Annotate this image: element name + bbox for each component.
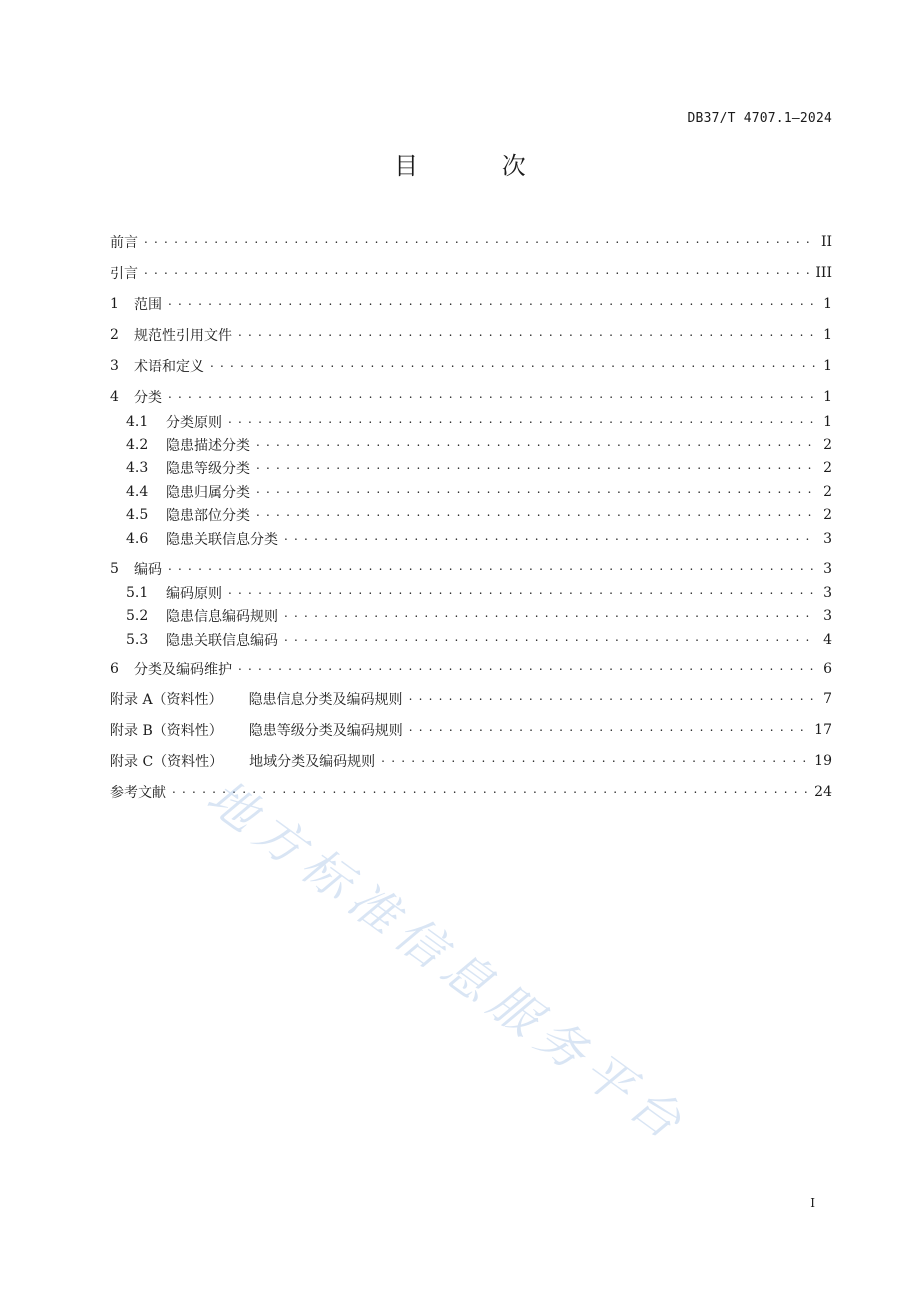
toc-label: 参考文献	[110, 785, 166, 801]
toc-label: 编码原则	[166, 586, 222, 602]
dot-leader	[168, 390, 816, 404]
dot-leader	[144, 266, 809, 280]
toc-page: 2	[823, 507, 832, 523]
toc-page: 3	[823, 531, 832, 547]
toc-label: 分类原则	[166, 415, 222, 431]
toc-entry-6[interactable]	[110, 657, 832, 681]
toc-label: 术语和定义	[134, 359, 204, 375]
dot-leader	[238, 328, 816, 342]
toc-entry-4-1[interactable]	[110, 410, 832, 434]
appendix-title: 隐患等级分类及编码规则	[248, 723, 403, 739]
appendix-label: 附录 C（资料性）	[110, 754, 224, 770]
toc-entry-3[interactable]	[110, 354, 832, 378]
toc-number: 6	[110, 661, 119, 677]
toc-entry-4-2[interactable]	[110, 433, 832, 457]
toc-page: II	[820, 234, 832, 250]
toc-label: 隐患归属分类	[166, 485, 250, 501]
toc-label: 隐患关联信息编码	[166, 633, 278, 649]
dot-leader	[144, 235, 815, 249]
toc-label: 隐患关联信息分类	[166, 532, 278, 548]
dot-leader	[284, 633, 816, 647]
dot-leader	[210, 359, 816, 373]
dot-leader	[168, 297, 816, 311]
toc-label: 规范性引用文件	[134, 328, 232, 344]
toc-page: 7	[823, 691, 832, 707]
toc-page: 1	[823, 296, 832, 312]
toc-label: 隐患部位分类	[166, 508, 250, 524]
watermark: 地方标准信息服务平台	[196, 768, 699, 1156]
page-title: 目 次	[394, 152, 564, 180]
toc-label: 编码	[134, 562, 162, 578]
toc-label: 分类	[134, 390, 162, 406]
dot-leader	[256, 508, 816, 522]
toc-page: 1	[823, 358, 832, 374]
dot-leader	[284, 609, 816, 623]
toc-entry-appendix-a[interactable]	[110, 687, 832, 711]
toc-page: 4	[823, 632, 832, 648]
toc-page: III	[815, 265, 832, 281]
toc-label: 范围	[134, 297, 162, 313]
toc-number: 4.4	[126, 484, 149, 500]
toc-entry-5-3[interactable]	[110, 628, 832, 652]
toc-entry-foreword[interactable]	[110, 230, 832, 254]
dot-leader	[381, 754, 808, 768]
toc-entry-4-4[interactable]	[110, 480, 832, 504]
appendix-label: 附录 B（资料性）	[110, 723, 223, 739]
toc-page: 6	[823, 661, 832, 677]
dot-leader	[168, 562, 816, 576]
toc-label: 隐患描述分类	[166, 438, 250, 454]
toc-number: 5.3	[126, 632, 149, 648]
toc-label: 隐患信息编码规则	[166, 609, 278, 625]
toc-page: 2	[823, 484, 832, 500]
dot-leader	[228, 415, 816, 429]
dot-leader	[409, 692, 816, 706]
page-number: I	[810, 1196, 815, 1210]
toc-page: 1	[823, 327, 832, 343]
toc-page: 2	[823, 437, 832, 453]
dot-leader	[172, 785, 808, 799]
toc-entry-introduction[interactable]	[110, 261, 832, 285]
toc-number: 1	[110, 296, 119, 312]
toc-label: 引言	[110, 266, 138, 282]
toc-page: 19	[814, 753, 832, 769]
toc-number: 5.1	[126, 585, 149, 601]
dot-leader	[256, 438, 816, 452]
toc-entry-5-1[interactable]	[110, 581, 832, 605]
toc-number: 4.6	[126, 531, 149, 547]
toc-entry-5[interactable]	[110, 557, 832, 581]
toc-label: 前言	[110, 235, 138, 251]
dot-leader	[238, 662, 816, 676]
toc-page: 1	[823, 414, 832, 430]
toc-entry-4[interactable]	[110, 385, 832, 409]
toc-number: 4	[110, 389, 119, 405]
toc-entry-references[interactable]	[110, 780, 832, 804]
toc-number: 3	[110, 358, 119, 374]
toc-entry-4-3[interactable]	[110, 456, 832, 480]
appendix-title: 隐患信息分类及编码规则	[248, 692, 403, 708]
appendix-label: 附录 A（资料性）	[110, 692, 223, 708]
toc-label: 隐患等级分类	[166, 461, 250, 477]
toc-number: 4.1	[126, 414, 149, 430]
toc-entry-appendix-b[interactable]	[110, 718, 832, 742]
toc-number: 4.3	[126, 460, 149, 476]
toc-number: 5.2	[126, 608, 149, 624]
toc-entry-2[interactable]	[110, 323, 832, 347]
toc-page: 17	[814, 722, 832, 738]
toc-number: 5	[110, 561, 119, 577]
dot-leader	[256, 461, 816, 475]
dot-leader	[409, 723, 808, 737]
toc-page: 24	[814, 784, 832, 800]
dot-leader	[228, 586, 816, 600]
toc-page: 2	[823, 460, 832, 476]
toc-page: 3	[823, 585, 832, 601]
toc-entry-4-6[interactable]	[110, 527, 832, 551]
dot-leader	[284, 532, 816, 546]
toc-label: 分类及编码维护	[134, 662, 232, 678]
standard-code: DB37/T 4707.1—2024	[687, 111, 832, 126]
toc-page: 3	[823, 608, 832, 624]
toc-page: 3	[823, 561, 832, 577]
toc-entry-4-5[interactable]	[110, 503, 832, 527]
toc-number: 4.2	[126, 437, 149, 453]
toc-entry-5-2[interactable]	[110, 604, 832, 628]
toc-page: 1	[823, 389, 832, 405]
toc-entry-1[interactable]	[110, 292, 832, 316]
dot-leader	[256, 485, 816, 499]
appendix-title: 地域分类及编码规则	[249, 754, 376, 770]
toc-number: 2	[110, 327, 119, 343]
toc-entry-appendix-c[interactable]	[110, 749, 832, 773]
toc-number: 4.5	[126, 507, 149, 523]
